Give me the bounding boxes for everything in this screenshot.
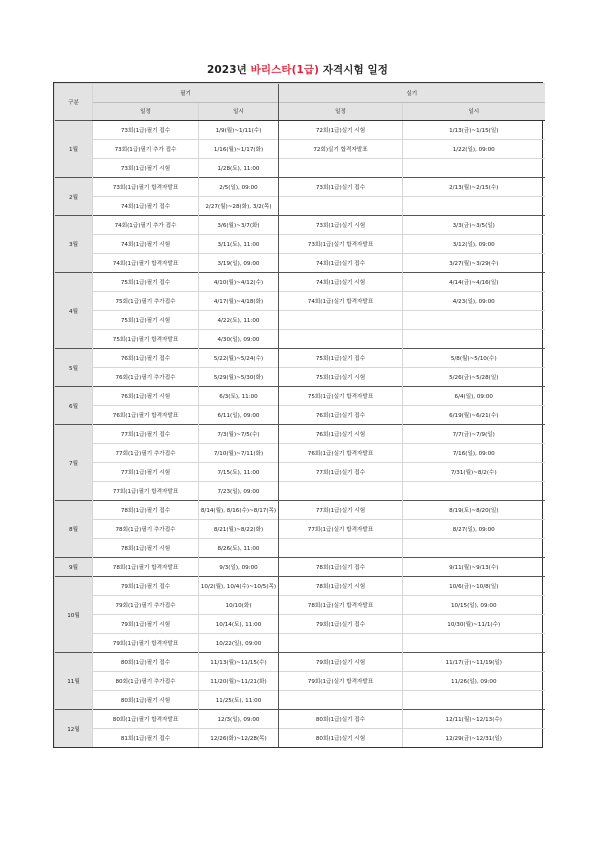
cell-written-datetime: 11/20(월)~11/21(화) (199, 672, 279, 691)
cell-practical-schedule: 75회(1급)실기 합격자발표 (279, 387, 403, 406)
cell-written-datetime: 4/10(월)~4/12(수) (199, 273, 279, 292)
cell-written-schedule: 79회(1급)필기 합격자발표 (93, 634, 199, 653)
month-label: 5월 (55, 349, 93, 387)
cell-written-schedule: 78회(1급)필기 추가접수 (93, 520, 199, 539)
cell-written-schedule: 75회(1급)필기 접수 (93, 273, 199, 292)
month-label: 10월 (55, 577, 93, 653)
cell-written-schedule: 78회(1급)필기 합격자발표 (93, 558, 199, 577)
cell-practical-datetime (403, 311, 545, 330)
cell-practical-schedule: 80회(1급)실기 시험 (279, 729, 403, 748)
cell-practical-schedule: 74회(1급)실기 접수 (279, 254, 403, 273)
schedule-sheet (53, 82, 543, 748)
cell-written-schedule: 76회(1급)필기 합격자발표 (93, 406, 199, 425)
cell-practical-schedule: 72회(1급)실기 시험 (279, 121, 403, 140)
cell-practical-datetime: 10/15(일), 09:00 (403, 596, 545, 615)
cell-written-schedule: 77회(1급)필기 추가접수 (93, 444, 199, 463)
cell-practical-schedule: 73회(1급)실기 합격자발표 (279, 235, 403, 254)
table-row (55, 292, 545, 311)
cell-practical-datetime: 1/22(일), 09:00 (403, 140, 545, 159)
table-row (55, 140, 545, 159)
header-practical-schedule: 일정 (279, 102, 403, 121)
cell-written-datetime: 7/10(월)~7/11(화) (199, 444, 279, 463)
table-row (55, 159, 545, 178)
header-category: 구분 (55, 84, 93, 121)
table-row (55, 596, 545, 615)
cell-written-schedule: 78회(1급)필기 시험 (93, 539, 199, 558)
header-practical: 실기 (279, 84, 545, 103)
cell-practical-datetime: 4/23(일), 09:00 (403, 292, 545, 311)
cell-practical-schedule: 77회(1급)실기 접수 (279, 463, 403, 482)
cell-written-datetime: 4/17(월)~4/18(화) (199, 292, 279, 311)
table-body (55, 121, 545, 748)
month-label: 1월 (55, 121, 93, 178)
cell-practical-schedule: 74회(1급)실기 시험 (279, 273, 403, 292)
cell-written-datetime: 10/2(월), 10/4(수)~10/5(목) (199, 577, 279, 596)
cell-practical-datetime: 8/19(토)~8/20(일) (403, 501, 545, 520)
cell-written-schedule: 79회(1급)필기 시험 (93, 615, 199, 634)
cell-written-datetime: 5/22(월)~5/24(수) (199, 349, 279, 368)
cell-practical-datetime: 7/7(금)~7/9(일) (403, 425, 545, 444)
cell-practical-datetime (403, 539, 545, 558)
cell-practical-datetime: 11/17(금)~11/19(일) (403, 653, 545, 672)
cell-written-datetime: 5/29(월)~5/30(화) (199, 368, 279, 387)
cell-practical-schedule: 79회(1급)실기 합격자발표 (279, 672, 403, 691)
month-label: 12월 (55, 710, 93, 748)
cell-practical-schedule: 80회(1급)실기 접수 (279, 710, 403, 729)
cell-practical-schedule: 73회(1급)실기 시험 (279, 216, 403, 235)
cell-written-schedule: 80회(1급)필기 시험 (93, 691, 199, 710)
table-row (55, 634, 545, 653)
cell-practical-schedule (279, 691, 403, 710)
cell-practical-datetime: 4/14(금)~4/16(일) (403, 273, 545, 292)
cell-practical-datetime: 6/4(일), 09:00 (403, 387, 545, 406)
cell-written-schedule: 79회(1급)필기 추가접수 (93, 596, 199, 615)
cell-written-schedule: 76회(1급)필기 추가접수 (93, 368, 199, 387)
cell-written-datetime: 1/16(월)~1/17(화) (199, 140, 279, 159)
cell-written-datetime: 9/3(일), 09:00 (199, 558, 279, 577)
table-row (55, 463, 545, 482)
cell-written-schedule: 77회(1급)필기 접수 (93, 425, 199, 444)
cell-practical-schedule (279, 330, 403, 349)
cell-written-datetime: 4/30(일), 09:00 (199, 330, 279, 349)
cell-written-datetime: 7/23(일), 09:00 (199, 482, 279, 501)
table-row (55, 387, 545, 406)
cell-practical-datetime: 12/11(월)~12/13(수) (403, 710, 545, 729)
cell-written-schedule: 76회(1급)필기 시험 (93, 387, 199, 406)
cell-written-schedule: 73회(1급)필기 시험 (93, 159, 199, 178)
cell-practical-datetime: 1/13(금)~1/15(일) (403, 121, 545, 140)
cell-practical-schedule (279, 482, 403, 501)
cell-written-datetime: 3/6(월)~3/7(화) (199, 216, 279, 235)
cell-practical-datetime: 10/6(금)~10/8(일) (403, 577, 545, 596)
cell-written-schedule: 80회(1급)필기 접수 (93, 653, 199, 672)
cell-practical-datetime (403, 634, 545, 653)
cell-written-datetime: 8/26(토), 11:00 (199, 539, 279, 558)
table-row (55, 121, 545, 140)
table-row (55, 691, 545, 710)
table-row (55, 653, 545, 672)
month-label: 2월 (55, 178, 93, 216)
cell-written-schedule: 74회(1급)필기 접수 (93, 197, 199, 216)
cell-practical-datetime (403, 691, 545, 710)
cell-practical-schedule: 73회(1급)실기 접수 (279, 178, 403, 197)
cell-practical-schedule: 76회(1급)실기 접수 (279, 406, 403, 425)
cell-written-datetime: 4/22(토), 11:00 (199, 311, 279, 330)
table-row (55, 254, 545, 273)
cell-written-datetime: 1/9(월)~1/11(수) (199, 121, 279, 140)
cell-practical-datetime: 5/26(금)~5/28(일) (403, 368, 545, 387)
cell-written-schedule: 75회(1급)필기 추가접수 (93, 292, 199, 311)
cell-practical-schedule: 78회(1급)실기 접수 (279, 558, 403, 577)
month-label: 3월 (55, 216, 93, 273)
title-suffix: 자격시험 일정 (319, 64, 388, 76)
cell-written-schedule: 73회(1급)필기 추가 접수 (93, 140, 199, 159)
cell-written-schedule: 80회(1급)필기 추가접수 (93, 672, 199, 691)
cell-practical-datetime: 6/19(월)~6/21(수) (403, 406, 545, 425)
cell-practical-datetime: 12/29(금)~12/31(일) (403, 729, 545, 748)
cell-practical-datetime: 9/11(월)~9/13(수) (403, 558, 545, 577)
cell-practical-schedule: 75회(1급)실기 시험 (279, 368, 403, 387)
cell-practical-datetime (403, 197, 545, 216)
month-label: 9월 (55, 558, 93, 577)
cell-written-datetime: 8/21(월)~8/22(화) (199, 520, 279, 539)
month-label: 11월 (55, 653, 93, 710)
cell-written-datetime: 11/13(월)~11/15(수) (199, 653, 279, 672)
cell-written-schedule: 79회(1급)필기 접수 (93, 577, 199, 596)
table-row (55, 216, 545, 235)
table-row (55, 672, 545, 691)
table-row (55, 311, 545, 330)
cell-practical-schedule: 78회(1급)실기 시험 (279, 577, 403, 596)
cell-practical-schedule (279, 311, 403, 330)
cell-written-datetime: 7/15(토), 11:00 (199, 463, 279, 482)
cell-practical-schedule (279, 539, 403, 558)
cell-practical-schedule: 76회(1급)실기 합격자발표 (279, 444, 403, 463)
cell-written-datetime: 6/3(토), 11:00 (199, 387, 279, 406)
cell-written-datetime: 6/11(일), 09:00 (199, 406, 279, 425)
table-row (55, 501, 545, 520)
cell-written-datetime: 11/25(토), 11:00 (199, 691, 279, 710)
table-row (55, 273, 545, 292)
cell-practical-datetime (403, 330, 545, 349)
cell-practical-schedule: 79회(1급)실기 접수 (279, 615, 403, 634)
cell-practical-schedule: 74회(1급)실기 합격자발표 (279, 292, 403, 311)
cell-written-schedule: 74회(1급)필기 추가 접수 (93, 216, 199, 235)
cell-practical-schedule (279, 159, 403, 178)
cell-written-datetime: 10/22(일), 09:00 (199, 634, 279, 653)
table-row (55, 330, 545, 349)
table-row (55, 729, 545, 748)
cell-written-datetime: 3/11(토), 11:00 (199, 235, 279, 254)
cell-written-datetime: 12/3(일), 09:00 (199, 710, 279, 729)
header-practical-datetime: 일시 (403, 102, 545, 121)
cell-written-datetime: 8/14(월), 8/16(수)~8/17(목) (199, 501, 279, 520)
cell-practical-schedule: 79회(1급)실기 시험 (279, 653, 403, 672)
table-row (55, 178, 545, 197)
title-accent: 바리스타(1급) (250, 64, 320, 76)
cell-written-datetime: 10/14(토), 11:00 (199, 615, 279, 634)
table-row (55, 520, 545, 539)
table-row (55, 444, 545, 463)
table-row (55, 406, 545, 425)
table-header (55, 84, 545, 121)
table-row (55, 425, 545, 444)
cell-practical-datetime: 3/12(일), 09:00 (403, 235, 545, 254)
cell-practical-datetime: 3/3(금)~3/5(일) (403, 216, 545, 235)
table-row (55, 710, 545, 729)
cell-written-schedule: 80회(1급)필기 합격자발표 (93, 710, 199, 729)
header-written-schedule: 일정 (93, 102, 199, 121)
page-title (0, 62, 595, 77)
cell-practical-datetime: 3/27(월)~3/29(수) (403, 254, 545, 273)
table-row (55, 539, 545, 558)
table-row (55, 615, 545, 634)
header-written: 필기 (93, 84, 279, 103)
header-written-datetime: 일시 (199, 102, 279, 121)
cell-practical-datetime: 11/26(일), 09:00 (403, 672, 545, 691)
month-label: 4월 (55, 273, 93, 349)
cell-practical-schedule: 77회(1급)실기 시험 (279, 501, 403, 520)
cell-written-datetime: 10/10(화) (199, 596, 279, 615)
cell-written-schedule: 75회(1급)필기 합격자발표 (93, 330, 199, 349)
cell-written-datetime: 3/19(일), 09:00 (199, 254, 279, 273)
cell-practical-schedule: 76회(1급)실기 시험 (279, 425, 403, 444)
table-row (55, 235, 545, 254)
cell-practical-datetime: 7/31(월)~8/2(수) (403, 463, 545, 482)
cell-written-schedule: 74회(1급)필기 합격자발표 (93, 254, 199, 273)
cell-written-schedule: 73회(1급)필기 합격자발표 (93, 178, 199, 197)
cell-practical-schedule (279, 634, 403, 653)
cell-practical-datetime: 2/13(월)~2/15(수) (403, 178, 545, 197)
table-row (55, 368, 545, 387)
cell-practical-schedule: 72회)실기 합격자발표 (279, 140, 403, 159)
cell-written-schedule: 77회(1급)필기 시험 (93, 463, 199, 482)
table-row (55, 577, 545, 596)
cell-practical-datetime: 10/30(월)~11/1(수) (403, 615, 545, 634)
table-row (55, 349, 545, 368)
cell-written-schedule: 75회(1급)필기 시험 (93, 311, 199, 330)
cell-written-datetime: 2/27(월)~28(화), 3/2(목) (199, 197, 279, 216)
title-prefix: 2023년 (206, 64, 251, 76)
cell-practical-schedule: 75회(1급)실기 접수 (279, 349, 403, 368)
table-row (55, 558, 545, 577)
cell-written-schedule: 74회(1급)필기 시험 (93, 235, 199, 254)
month-label: 6월 (55, 387, 93, 425)
cell-written-schedule: 73회(1급)필기 접수 (93, 121, 199, 140)
cell-written-schedule: 76회(1급)필기 접수 (93, 349, 199, 368)
cell-practical-datetime (403, 482, 545, 501)
month-label: 8월 (55, 501, 93, 558)
cell-written-schedule: 77회(1급)필기 합격자발표 (93, 482, 199, 501)
month-label: 7월 (55, 425, 93, 501)
cell-practical-schedule (279, 197, 403, 216)
cell-practical-schedule: 77회(1급)실기 합격자발표 (279, 520, 403, 539)
cell-written-datetime: 7/3(월)~7/5(수) (199, 425, 279, 444)
cell-written-schedule: 81회(1급)필기 접수 (93, 729, 199, 748)
cell-written-datetime: 2/5(일), 09:00 (199, 178, 279, 197)
cell-practical-datetime: 7/16(일), 09:00 (403, 444, 545, 463)
cell-written-datetime: 12/26(화)~12/28(목) (199, 729, 279, 748)
cell-practical-datetime (403, 159, 545, 178)
cell-practical-schedule: 78회(1급)실기 합격자발표 (279, 596, 403, 615)
cell-practical-datetime: 8/27(일), 09:00 (403, 520, 545, 539)
table-row (55, 197, 545, 216)
cell-written-schedule: 78회(1급)필기 접수 (93, 501, 199, 520)
cell-practical-datetime: 5/8(월)~5/10(수) (403, 349, 545, 368)
schedule-table (54, 83, 545, 747)
table-row (55, 482, 545, 501)
cell-written-datetime: 1/28(토), 11:00 (199, 159, 279, 178)
